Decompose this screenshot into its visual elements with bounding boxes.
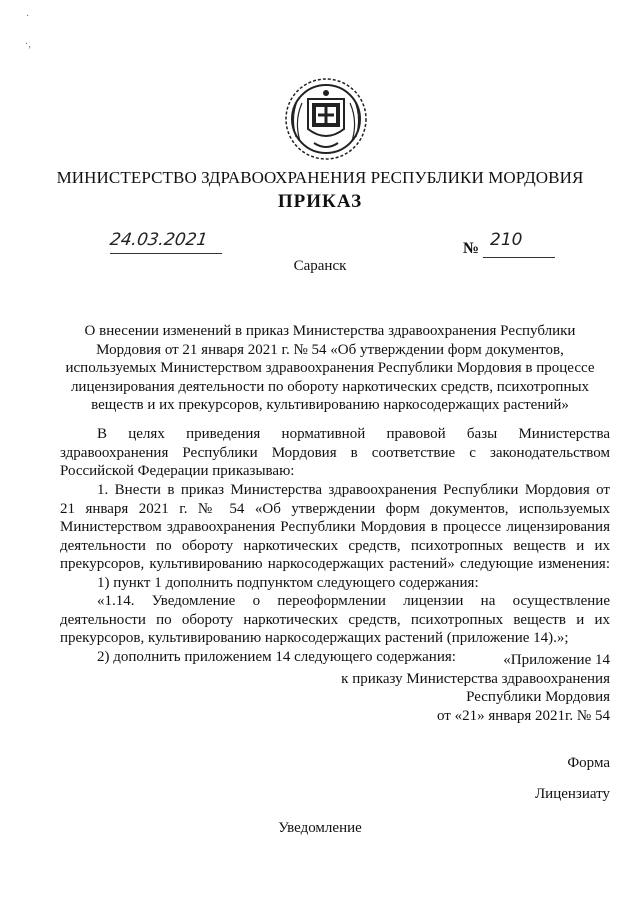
ministry-name: МИНИСТЕРСТВО ЗДРАВООХРАНЕНИЯ РЕСПУБЛИКИ МОРДОВИЯ xyxy=(56,168,584,187)
document-type: ПРИКАЗ xyxy=(277,191,363,212)
appendix-line: «Приложение 14 xyxy=(503,652,610,668)
heading-line: О внесении изменений в приказ Министерства здравоохранения Республики xyxy=(84,323,576,339)
scan-speck: ·, xyxy=(25,39,31,50)
number-label: № xyxy=(463,240,480,257)
coat-of-arms-emblem xyxy=(284,77,368,161)
form-label: Форма xyxy=(567,755,610,771)
item-line: 1. Внести в приказ Министерства здравоохранения Республики Мордовия от xyxy=(97,482,610,498)
city: Саранск xyxy=(293,258,347,274)
item-line: 21 января 2021 г. № 54 «Об утверждении форм документов, используемых xyxy=(60,500,610,517)
heading-line: лицензирования деятельности по обороту наркотических средств, психотропных xyxy=(70,378,590,395)
appendix-line: к приказу Министерства здравоохранения xyxy=(341,670,610,687)
quote-line: прекурсоров, культивированию наркосодержащих растений (приложение 14).»; xyxy=(60,630,569,646)
preamble xyxy=(60,425,610,481)
appendix-line: от «21» января 2021г. № 54 xyxy=(437,707,610,724)
item-1 xyxy=(60,481,610,666)
scan-speck: · xyxy=(26,11,30,22)
licensee-label: Лицензиату xyxy=(535,786,610,802)
heading-line: веществ и их прекурсоров, культивированию наркосодержащих растений» xyxy=(91,397,569,413)
appendix-reference xyxy=(341,651,610,725)
preamble-line: В целях приведения нормативной правовой базы Министерства xyxy=(97,426,610,442)
subitem-1: 1) пункт 1 дополнить подпунктом следующего содержания: xyxy=(97,574,479,591)
notice-title: Уведомление xyxy=(278,820,362,836)
quote-line: деятельности по обороту наркотических средств, психотропных веществ и их xyxy=(60,611,610,628)
preamble-line: здравоохранения Республики Мордовия в соответствие с законодательством xyxy=(60,444,610,461)
date-underline xyxy=(110,253,222,254)
item-line: деятельности по обороту наркотических средств, психотропных веществ и их xyxy=(60,537,610,554)
item-line: прекурсоров, культивированию наркосодержащих растений» следующие изменения: xyxy=(60,556,610,572)
heading-line: используемых Министерством здравоохранения Республики Мордовия в процессе xyxy=(65,360,595,376)
subitem-2: 2) дополнить приложением 14 следующего содержания: xyxy=(97,648,456,665)
item-line: Министерством здравоохранения Республики Мордовия в процессе лицензирования xyxy=(60,519,610,535)
appendix-line: Республики Мордовия xyxy=(466,689,610,705)
order-heading xyxy=(60,322,600,415)
heading-line: Мордовия от 21 января 2021 г. № 54 «Об утверждении форм документов, xyxy=(96,341,564,358)
quote-line: «1.14. Уведомление о переоформлении лицензии на осуществление xyxy=(97,593,610,609)
preamble-line: Российской Федерации приказываю: xyxy=(60,463,295,479)
handwritten-number: 210 xyxy=(490,230,523,250)
handwritten-date: 24.03.2021 xyxy=(108,230,209,250)
